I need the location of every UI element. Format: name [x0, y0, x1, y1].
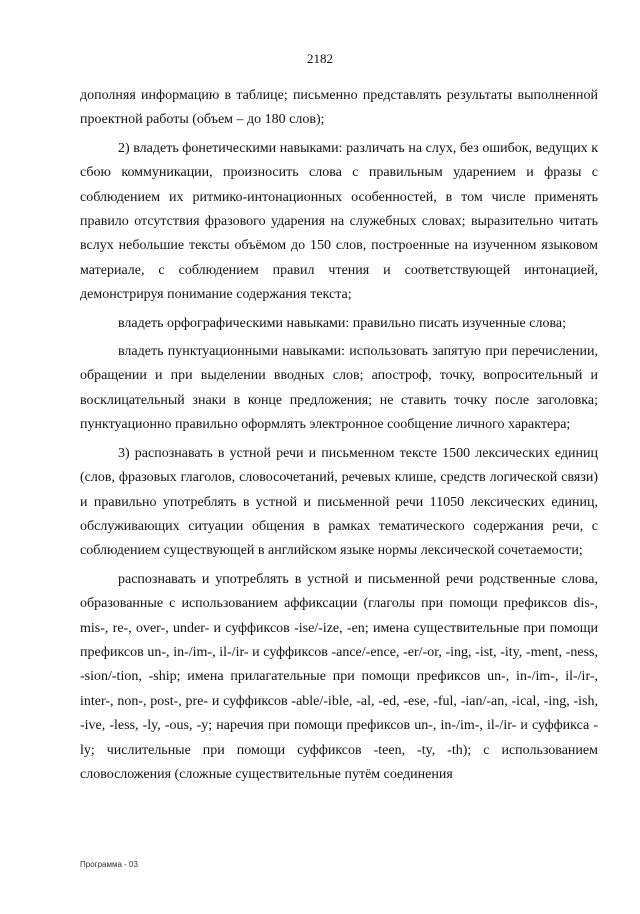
paragraph: 2) владеть фонетическими навыками: различать на слух, без ошибок, ведущих к сбою коммуникации, произносить слова с правильным ударением и фразы с соблюдением их ритмико-интонационных особенностей, в том числе применять правило отсутствия фразового ударения на служебных словах; выразительно читать вслух небольшие тексты объёмом до 150 слов, построенные на изученном языковом материале, с соблюдением правил чтения и соответствующей интонацией, демонстрируя понимание содержания текста;: [80, 140, 598, 303]
paragraph: владеть пунктуационными навыками: использовать запятую при перечислении, обращении и при выделении вводных слов; апостроф, точку, вопросительный и восклицательный знаки в конце предложения; не ставить точку после заголовка; пунктуационно правильно оформлять электронное сообщение личного характера;: [80, 344, 598, 433]
paragraph: 3) распознавать в устной речи и письменном тексте 1500 лексических единиц (слов, фразовых глаголов, словосочетаний, речевых клише, средств логической связи) и правильно употреблять в устной и письменной речи 11050 лексических единиц, обслуживающих ситуации общения в рамках тематического содержания речи, с соблюдением существующей в английском языке нормы лексической сочетаемости;: [80, 445, 598, 559]
paragraph: распознавать и употреблять в устной и письменной речи родственные слова, образованные с использованием аффиксации (глаголы при помощи префиксов dis-, mis-, re-, over-, under- и суффиксов -ise/-ize, -en; имена существительные при помощи префиксов un-, in-/im-, il-/ir- и суффиксов -ance/-ence, -er/-or, -ing, -ist, -ity, -ment, -ness, -sion/-tion, -ship; имена прилагательные при помощи префиксов un-, in-/im-, il-/ir-, inter-, non-, post-, pre- и суффиксов -able/-ible, -al, -ed, -ese, -ful, -ian/-an, -ical, -ing, -ish, -ive, -less, -ly, -ous, -y; наречия при помощи префиксов un-, in-/im-, il-/ir- и суффикса -ly; числительные при помощи суффиксов -teen, -ty, -th); с использованием словосложения (сложные существительные путём соединения: [80, 571, 598, 782]
page-number: 2182: [307, 51, 333, 66]
page-footer: Программа - 03: [80, 860, 138, 869]
document-body: [80, 84, 598, 791]
paragraph: владеть орфографическими навыками: правильно писать изученные слова;: [118, 315, 566, 331]
paragraph: дополняя информацию в таблице; письменно представлять результаты выполненной проектной работы (объем – до 180 слов);: [80, 88, 598, 128]
